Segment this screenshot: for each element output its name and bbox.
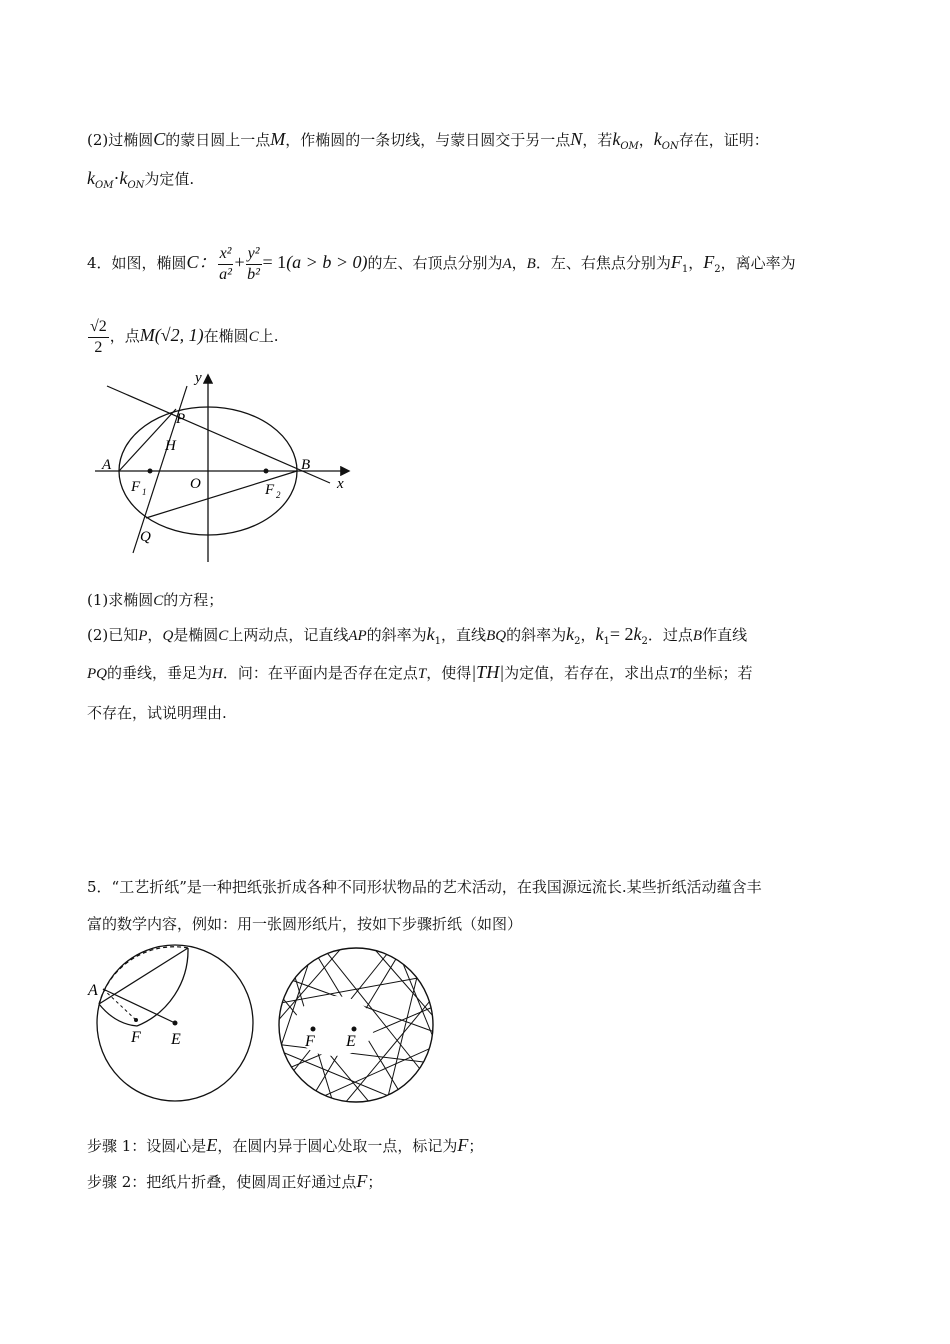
- q4-part2-line1: [87, 623, 747, 653]
- text: (1)求椭圆: [87, 591, 154, 609]
- text: 步骤 2：把纸片折叠，使圆周正好通过点: [87, 1173, 357, 1191]
- text: 为定值，若存在，求出点: [504, 664, 670, 682]
- condition: (a > b > 0): [286, 252, 368, 272]
- text: ，直线: [441, 626, 487, 644]
- math-k: k: [119, 168, 128, 188]
- label-E: E: [346, 1033, 356, 1050]
- math-E: E: [206, 1135, 218, 1155]
- text: ．左、右焦点分别为: [535, 254, 671, 272]
- denominator: b²: [247, 265, 260, 283]
- numerator: y²: [246, 244, 262, 265]
- text: 上.: [258, 327, 279, 345]
- label-Q: Q: [140, 529, 151, 545]
- q4-intro-line2: [87, 313, 278, 359]
- folded-arc: [137, 948, 188, 1026]
- numerator: √2: [88, 317, 109, 338]
- point-F: [311, 1027, 316, 1032]
- label-F2: F: [265, 482, 275, 498]
- text: 的方程；: [163, 591, 224, 609]
- math-C: C: [153, 593, 164, 609]
- label-H: H: [165, 438, 176, 454]
- point-F: [134, 1018, 138, 1022]
- math-M: M: [270, 129, 286, 149]
- math-F: F: [356, 1171, 368, 1191]
- math-N: N: [570, 129, 583, 149]
- text: 的斜率为: [366, 626, 427, 644]
- ellipse-diagram: [85, 362, 365, 567]
- text: 为定值.: [144, 170, 195, 188]
- relation: = 2: [609, 624, 634, 644]
- sub-ON: ON: [661, 141, 679, 152]
- text: 富的数学内容，例如：用一张圆形纸片，按如下步骤折纸（如图）: [87, 915, 523, 933]
- math-T: T: [669, 666, 678, 682]
- line-BQ: [146, 471, 297, 518]
- math-AP: AP: [348, 628, 367, 644]
- math-H: H: [212, 666, 223, 682]
- math-k: k: [595, 624, 604, 644]
- text: 作直线: [702, 626, 748, 644]
- text: ，在圆内异于圆心处取一点，标记为: [217, 1137, 458, 1155]
- label-A: A: [88, 982, 98, 999]
- text: 的垂线，垂足为: [107, 664, 213, 682]
- q4-part2-line2: [87, 661, 753, 685]
- text: 的左、右顶点分别为: [367, 254, 503, 272]
- denominator: a²: [219, 265, 232, 283]
- text: 5．“工艺折纸”是一种把纸张折成各种不同形状物品的艺术活动，在我国源远流长.某些折纸活动蕴含丰: [87, 878, 762, 896]
- q5-line1: [87, 876, 762, 898]
- math-dot: ·: [113, 168, 120, 188]
- text: 的斜率为: [506, 626, 567, 644]
- label-F: F: [305, 1033, 315, 1050]
- q3-part2-line1: [87, 128, 769, 158]
- math-F: F: [670, 252, 682, 272]
- label-E: E: [171, 1031, 181, 1048]
- sub-1: 1: [603, 636, 610, 647]
- math-B: B: [526, 256, 536, 272]
- math-k: k: [566, 624, 575, 644]
- line-through-B: [107, 386, 330, 483]
- math-k: k: [87, 168, 95, 188]
- label-P: P: [176, 411, 186, 427]
- q4-part2-line3: [87, 702, 227, 724]
- label-x: x: [337, 476, 344, 492]
- ellipse-figure: [85, 362, 365, 571]
- text: ，: [688, 254, 704, 272]
- text: ，点: [109, 327, 140, 345]
- focus-F2-point: [264, 469, 269, 474]
- label-O: O: [190, 476, 201, 492]
- text: 步骤 1：设圆心是: [87, 1137, 207, 1155]
- text: 不存在，试说明理由.: [87, 704, 227, 722]
- sub-1: 1: [434, 636, 442, 647]
- math-k: k: [612, 129, 621, 149]
- math-C: C: [153, 129, 166, 149]
- label-B: B: [301, 457, 311, 473]
- q4-part1: [87, 589, 223, 612]
- math-PQ: PQ: [87, 666, 107, 682]
- math-P: P: [138, 628, 148, 644]
- fraction-x2-a2: [218, 244, 234, 285]
- label-F2-sub: 2: [276, 490, 281, 500]
- text: ，: [147, 626, 163, 644]
- text: 4．如图，椭圆: [87, 254, 187, 272]
- math-C: C: [218, 628, 229, 644]
- math-F: F: [703, 252, 715, 272]
- sub-OM: OM: [620, 141, 639, 152]
- text: 的蒙日圆上一点: [165, 131, 271, 149]
- fraction-y2-b2: [246, 244, 262, 285]
- text: (2)过椭圆: [87, 131, 154, 149]
- math-A: A: [502, 256, 512, 272]
- numerator: x²: [218, 244, 234, 265]
- sub-2: 2: [714, 264, 721, 275]
- q5-step2: [87, 1170, 382, 1193]
- text: ，: [638, 131, 654, 149]
- text: ；: [367, 1173, 383, 1191]
- math-F: F: [457, 1135, 469, 1155]
- text: ，: [511, 254, 527, 272]
- point-E: [173, 1021, 178, 1026]
- math-Q: Q: [162, 628, 174, 644]
- text: ，: [580, 626, 596, 644]
- text: ，作椭圆的一条切线，与蒙日圆交于另一点: [285, 131, 571, 149]
- label-F: F: [131, 1029, 141, 1046]
- sub-OM: OM: [95, 180, 114, 191]
- folding-figure-2: [275, 944, 440, 1113]
- math-C: C：: [186, 252, 217, 272]
- text: 在椭圆: [203, 327, 249, 345]
- math-k: k: [633, 624, 642, 644]
- math-B: B: [692, 628, 703, 644]
- fraction-eccentricity: [88, 317, 109, 358]
- q4-intro-line1: [87, 240, 796, 292]
- text: ，使得: [426, 664, 472, 682]
- focus-F1-point: [148, 469, 153, 474]
- point-E: [352, 1027, 357, 1032]
- text: 是椭圆: [173, 626, 219, 644]
- text: 存在，证明：: [678, 131, 769, 149]
- denominator: 2: [94, 338, 103, 356]
- math-k: k: [653, 129, 662, 149]
- math-k: k: [426, 624, 435, 644]
- label-F1: F: [131, 479, 141, 495]
- math-M-point: M(√2, 1): [139, 325, 204, 345]
- sub-1: 1: [681, 264, 689, 275]
- sub-ON: ON: [127, 180, 145, 191]
- sub-2: 2: [641, 636, 648, 647]
- q5-step1: [87, 1134, 483, 1157]
- label-y: y: [195, 370, 202, 386]
- math-BQ: BQ: [486, 628, 507, 644]
- text: ；: [468, 1137, 484, 1155]
- text: ．问：在平面内是否存在定点: [222, 664, 418, 682]
- q5-line2: [87, 913, 522, 935]
- label-F1-sub: 1: [142, 487, 147, 497]
- text: ．过点: [647, 626, 693, 644]
- equals-one: = 1: [262, 252, 287, 272]
- text: 的坐标；若: [677, 664, 753, 682]
- folding-figure-1: [85, 940, 260, 1124]
- fold-diagram-1: [85, 940, 260, 1120]
- text: ，离心率为: [720, 254, 796, 272]
- fold-diagram-2: [275, 944, 440, 1109]
- plus: +: [234, 252, 245, 272]
- math-TH: |TH|: [471, 662, 505, 682]
- math-T: T: [417, 666, 427, 682]
- math-C: C: [248, 329, 259, 345]
- dashed-AF: [103, 989, 136, 1020]
- label-A: A: [102, 457, 112, 473]
- text: (2)已知: [87, 626, 139, 644]
- text: ，若: [582, 131, 613, 149]
- text: 上两动点，记直线: [228, 626, 349, 644]
- sub-2: 2: [574, 636, 581, 647]
- q3-part2-line2: [87, 167, 194, 197]
